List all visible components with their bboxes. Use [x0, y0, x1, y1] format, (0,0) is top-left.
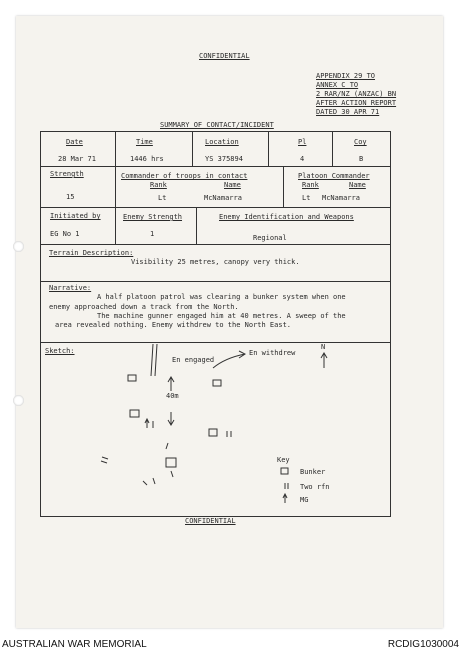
strength-value: 15: [66, 193, 75, 201]
classification-top: CONFIDENTIAL: [199, 52, 250, 60]
col-divider: [115, 207, 116, 244]
sketch-label: Sketch:: [45, 347, 75, 355]
narrative-line: enemy approached down a track from the North.: [49, 303, 239, 311]
rifleman-mark: [171, 471, 173, 477]
platoon-commander-name-label: Name: [349, 181, 366, 189]
terrain-text: Visibility 25 metres, canopy very thick.: [131, 258, 300, 266]
time-value: 1446 hrs: [130, 155, 164, 163]
appendix-line: 2 RAR/NZ (ANZAC) BN: [316, 90, 397, 98]
punch-hole: [13, 395, 24, 406]
strength-label: Strength: [50, 170, 84, 178]
date-value: 28 Mar 71: [58, 155, 96, 163]
key-bunker: [281, 468, 288, 474]
rifleman-mark: [101, 461, 107, 463]
punch-hole: [13, 241, 24, 252]
north-label: N: [321, 343, 326, 351]
platoon-commander-name: McNamarra: [322, 194, 360, 202]
col-divider: [115, 131, 116, 166]
initiated-label: Initiated by: [50, 212, 101, 220]
bunker: [209, 429, 217, 436]
col-divider: [332, 131, 333, 166]
col-divider: [283, 166, 284, 207]
withdraw-arrow: [213, 354, 245, 368]
narrative-label: Narrative:: [49, 284, 92, 292]
classification-bottom: CONFIDENTIAL: [185, 517, 236, 525]
archive-credit: AUSTRALIAN WAR MEMORIAL: [2, 639, 147, 650]
commander-label: Commander of troops in contact: [121, 172, 248, 180]
platoon-commander-label: Platoon Commander: [298, 172, 370, 180]
appendix-line: DATED 30 APR 71: [316, 108, 380, 116]
distance-label: 40m: [166, 392, 179, 400]
coy-value: B: [359, 155, 364, 163]
col-divider: [115, 166, 116, 207]
col-divider: [192, 131, 193, 166]
coy-label: Coy: [354, 138, 367, 146]
pl-value: 4: [300, 155, 305, 163]
bunker: [128, 375, 136, 381]
row-divider: [40, 207, 390, 208]
enemy-id-label: Enemy Identification and Weapons: [219, 213, 354, 221]
col-divider: [268, 131, 269, 166]
appendix-line: AFTER ACTION REPORT: [316, 99, 397, 107]
commander-name: McNamarra: [204, 194, 242, 202]
rifleman-mark: [143, 481, 147, 485]
rifleman-mark: [102, 457, 108, 459]
commander-name-label: Name: [224, 181, 241, 189]
commander-rank: Lt: [158, 194, 167, 202]
key-rfn-label: Two rfn: [300, 483, 330, 491]
row-divider: [40, 166, 390, 167]
date-label: Date: [66, 138, 83, 146]
bunker: [130, 410, 139, 417]
sketch-drawing: [40, 342, 390, 514]
enemy-strength-value: 1: [150, 230, 155, 238]
track-line: [155, 344, 157, 376]
appendix-line: ANNEX C TO: [316, 81, 359, 89]
platoon-commander-rank: Lt: [302, 194, 311, 202]
platoon-commander-rank-label: Rank: [302, 181, 319, 189]
bunker: [166, 458, 176, 467]
commander-rank-label: Rank: [150, 181, 167, 189]
narrative-line: A half platoon patrol was clearing a bunker system when one: [97, 293, 346, 301]
location-value: YS 375894: [205, 155, 243, 163]
en-engaged-label: En engaged: [172, 356, 215, 364]
enemy-strength-label: Enemy Strength: [123, 213, 183, 221]
rifleman-mark: [153, 478, 155, 484]
appendix-line: APPENDIX 29 TO: [316, 72, 376, 80]
rifleman-mark: [166, 443, 168, 449]
terrain-label: Terrain Description:: [49, 249, 134, 257]
location-label: Location: [205, 138, 239, 146]
col-divider: [196, 207, 197, 244]
narrative-line: The machine gunner engaged him at 40 metres. A sweep of the: [97, 312, 346, 320]
bunker: [213, 380, 221, 386]
archive-reference: RCDIG1030004: [387, 639, 459, 650]
key-mg-label: MG: [300, 496, 309, 504]
row-divider: [40, 244, 390, 245]
row-divider: [40, 281, 390, 282]
time-label: Time: [136, 138, 153, 146]
narrative-line: area revealed nothing. Enemy withdrew to the North East.: [55, 321, 292, 329]
initiated-value: EG No 1: [50, 230, 80, 238]
track-line: [151, 344, 153, 376]
enemy-id-value: Regional: [253, 234, 287, 242]
en-withdrew-label: En withdrew: [249, 349, 296, 357]
key-bunker-label: Bunker: [300, 468, 326, 476]
key-title: Key: [277, 456, 290, 464]
pl-label: Pl: [298, 138, 307, 146]
form-title: SUMMARY OF CONTACT/INCIDENT: [160, 121, 274, 129]
